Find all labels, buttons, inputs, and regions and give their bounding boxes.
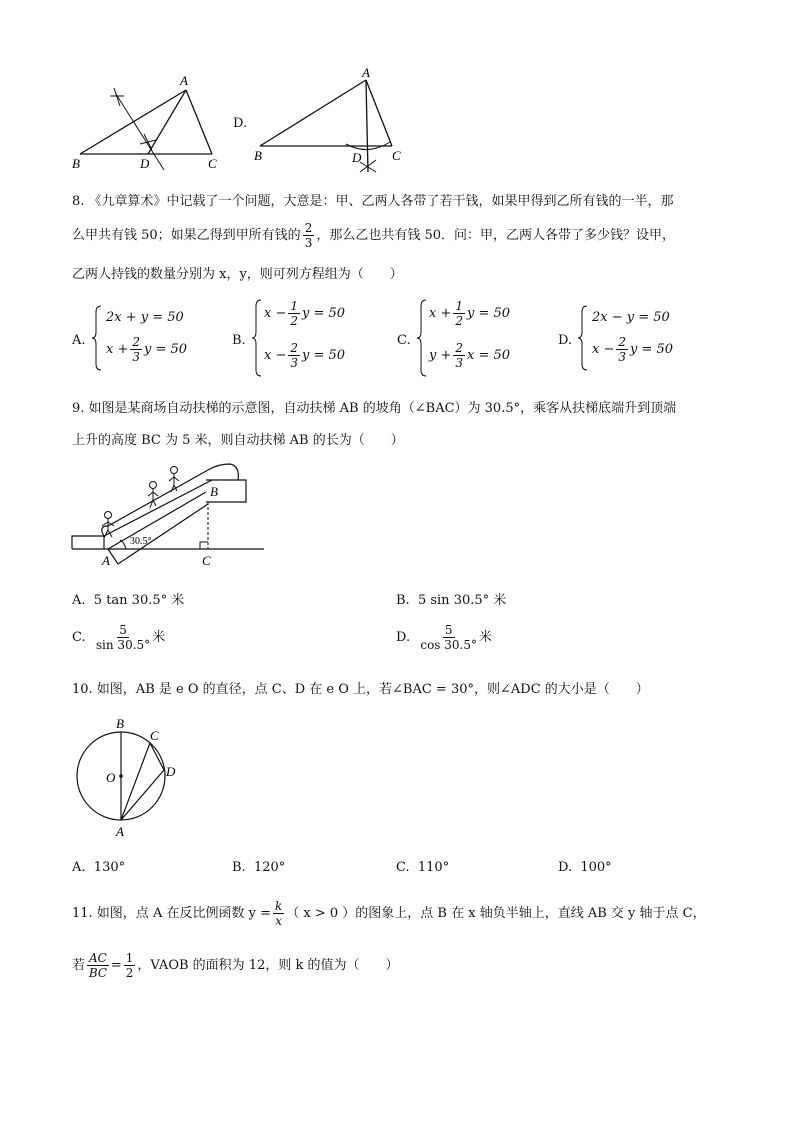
q10d-letter: D. xyxy=(558,860,573,875)
brace-icon xyxy=(92,304,102,372)
q8b-eq2-frac xyxy=(288,342,300,369)
q9d-num: 5 xyxy=(444,623,453,637)
q8-fraction xyxy=(303,222,315,249)
q8d-eq2 xyxy=(592,336,673,363)
q7d-label-c: C xyxy=(392,148,401,163)
q9-option-d xyxy=(396,624,492,651)
q11-den-x: x xyxy=(275,914,282,928)
q10-circle-figure xyxy=(66,712,196,844)
q8c-eq1-frac xyxy=(453,300,465,327)
q8-option-b-letter: B. xyxy=(232,333,246,348)
q8-line-2 xyxy=(72,222,675,249)
q7c-label-a: A xyxy=(180,73,188,88)
q7c-label-c: C xyxy=(208,156,217,170)
q10-option-c xyxy=(396,860,449,875)
q8b-eq2-post: y = 50 xyxy=(302,348,346,363)
q9d-unit: 米 xyxy=(479,630,493,645)
q8a-eq2-num: 2 xyxy=(132,335,140,349)
q8-line-3: 乙两人持钱的数量分别为 x，y，则可列方程组为（ ） xyxy=(72,267,403,282)
q8-option-a-system xyxy=(92,304,202,372)
q8b-eq1-den: 2 xyxy=(290,314,298,328)
q9-option-a xyxy=(72,589,184,608)
q10c-text: 110° xyxy=(417,860,450,875)
q8-line-2-a: 么甲共有钱 50；如果乙得到甲所有钱的 xyxy=(72,228,301,243)
q9a-text: 5 tan 30.5° 米 xyxy=(93,593,185,608)
q8d-eq2-pre: x − xyxy=(592,342,615,357)
q8c-eq2 xyxy=(429,342,510,369)
q8d-eq2-frac xyxy=(616,336,628,363)
q9-option-b xyxy=(396,589,506,608)
q8a-eq2-den: 3 xyxy=(132,350,140,364)
q8b-eq1-post: y = 50 xyxy=(302,306,346,321)
brace-icon xyxy=(252,298,262,378)
q8b-eq1-pre: x − xyxy=(264,306,287,321)
q10-option-a xyxy=(72,860,125,875)
q9b-letter: B. xyxy=(396,593,410,608)
q11-num-1: 1 xyxy=(125,951,134,965)
q9d-den: cos 30.5° xyxy=(420,638,477,652)
q8c-eq2-num: 2 xyxy=(455,341,464,355)
q7c-label-b: B xyxy=(72,156,80,170)
q8c-eq1-post: y = 50 xyxy=(467,306,511,321)
q10a-letter: A. xyxy=(72,860,86,875)
q8b-eq1-frac xyxy=(288,300,300,327)
q10-label-a: A xyxy=(116,824,124,839)
q8c-eq1-num: 1 xyxy=(455,299,463,313)
q10d-text: 100° xyxy=(580,860,612,875)
q9d-letter: D. xyxy=(396,630,411,645)
q10a-text: 130° xyxy=(93,860,126,875)
q9d-frac xyxy=(420,624,477,651)
q11-line-2-a: 若 xyxy=(72,958,86,973)
q10b-text: 120° xyxy=(253,860,286,875)
q9c-unit: 米 xyxy=(152,630,166,645)
q11-num-ac: AC xyxy=(89,951,107,965)
q10-label-b: B xyxy=(116,716,124,731)
q10-line-1: 10. 如图，AB 是 e O 的直径，点 C、D 在 e O 上，若∠BAC = 30°，则∠ADC 的大小是（ ） xyxy=(72,682,649,697)
q11-num-k: k xyxy=(274,899,283,913)
q7d-label-a: A xyxy=(362,65,370,80)
q11-line-2 xyxy=(72,952,398,979)
q8b-eq2-num: 2 xyxy=(290,341,298,355)
q10-option-d xyxy=(558,860,612,875)
q9c-den: sin 30.5° xyxy=(95,638,151,652)
q8d-eq1: 2x − y = 50 xyxy=(592,310,670,325)
q10-label-d: D xyxy=(166,764,176,779)
q8d-eq2-num: 2 xyxy=(618,335,626,349)
q9c-num: 5 xyxy=(119,623,127,637)
q9-label-b: B xyxy=(210,484,218,499)
q7d-label-d: D xyxy=(352,150,362,165)
q11-ac-over-bc xyxy=(87,952,109,979)
q8-option-c-letter: C. xyxy=(397,333,411,348)
q9-label-a: A xyxy=(102,553,110,568)
q8-option-d-system xyxy=(578,304,688,372)
q7-figure-c xyxy=(60,70,230,170)
q8b-eq2-den: 3 xyxy=(290,356,298,370)
q11-line-2-b: ，VAOB 的面积为 12，则 k 的值为（ ） xyxy=(137,958,399,973)
q8-option-a-letter: A. xyxy=(72,333,86,348)
q8d-eq2-post: y = 50 xyxy=(630,342,674,357)
q9-option-c xyxy=(72,624,165,651)
q9-line-1: 9. 如图是某商场自动扶梯的示意图，自动扶梯 AB 的坡角（∠BAC）为 30.5°，乘客从扶梯底端升到顶端 xyxy=(72,401,677,416)
q8-option-c-system xyxy=(417,298,527,378)
q10-option-b xyxy=(232,860,285,875)
q8d-eq2-den: 3 xyxy=(618,350,626,364)
q8-frac-num: 2 xyxy=(304,221,313,235)
q11-k-over-x xyxy=(273,900,284,927)
q11-line-1-b: （ x > 0 ）的图象上，点 B 在 x 轴负半轴上，直线 AB 交 y 轴于点 C， xyxy=(286,906,706,921)
q8b-eq2-pre: x − xyxy=(264,348,287,363)
q9-label-c: C xyxy=(202,553,211,568)
q10-label-c: C xyxy=(150,728,159,743)
q11-line-1 xyxy=(72,900,706,927)
q8a-eq2-post: y = 50 xyxy=(144,342,188,357)
q11-one-half xyxy=(124,952,136,979)
q10-label-o: O xyxy=(106,770,116,785)
q9c-frac xyxy=(96,624,150,651)
q9-label-angle: 30.5° xyxy=(130,536,152,547)
q8c-eq2-den: 3 xyxy=(455,356,464,370)
q8c-eq2-pre: y + xyxy=(429,348,452,363)
q8-option-b-system xyxy=(252,298,362,378)
brace-icon xyxy=(417,298,427,378)
q8a-eq2 xyxy=(106,336,187,363)
q8-frac-den: 3 xyxy=(304,236,313,250)
q7d-label-b: B xyxy=(254,148,262,163)
q11-den-2: 2 xyxy=(125,966,134,980)
q11-equals: = xyxy=(110,958,122,973)
q9a-letter: A. xyxy=(72,593,86,608)
q11-line-1-a: 11. 如图，点 A 在反比例函数 y = xyxy=(72,906,271,921)
q8-line-2-b: ，那么乙也共有钱 50．问：甲，乙两人各带了多少钱？设甲， xyxy=(316,228,676,243)
q8b-eq1 xyxy=(264,300,345,327)
q11-den-bc: BC xyxy=(88,966,108,980)
q8c-eq2-frac xyxy=(453,342,465,369)
q10c-letter: C. xyxy=(396,860,410,875)
q7-figure-d xyxy=(248,64,418,176)
q8c-eq1-pre: x + xyxy=(429,306,452,321)
q8a-eq2-frac xyxy=(130,336,142,363)
q8a-eq2-pre: x + xyxy=(106,342,129,357)
q8c-eq1 xyxy=(429,300,510,327)
q9b-text: 5 sin 30.5° 米 xyxy=(417,593,507,608)
q8-option-d-letter: D. xyxy=(558,333,573,348)
q10b-letter: B. xyxy=(232,860,246,875)
q8b-eq2 xyxy=(264,342,345,369)
q8c-eq2-post: x = 50 xyxy=(467,348,511,363)
q9-escalator-figure xyxy=(68,460,268,572)
q7-option-d-letter: D. xyxy=(233,116,248,131)
q8a-eq1: 2x + y = 50 xyxy=(106,310,184,325)
brace-icon xyxy=(578,304,588,372)
q8b-eq1-num: 1 xyxy=(290,299,298,313)
q9c-letter: C. xyxy=(72,630,86,645)
q8c-eq1-den: 2 xyxy=(455,314,463,328)
q7c-label-d: D xyxy=(140,156,150,170)
q8-line-1: 8. 《九章算术》中记载了一个问题，大意是：甲、乙两人各带了若干钱，如果甲得到乙所有钱的一半，那 xyxy=(72,194,674,209)
q9-line-2: 上升的高度 BC 为 5 米，则自动扶梯 AB 的长为（ ） xyxy=(72,433,404,448)
